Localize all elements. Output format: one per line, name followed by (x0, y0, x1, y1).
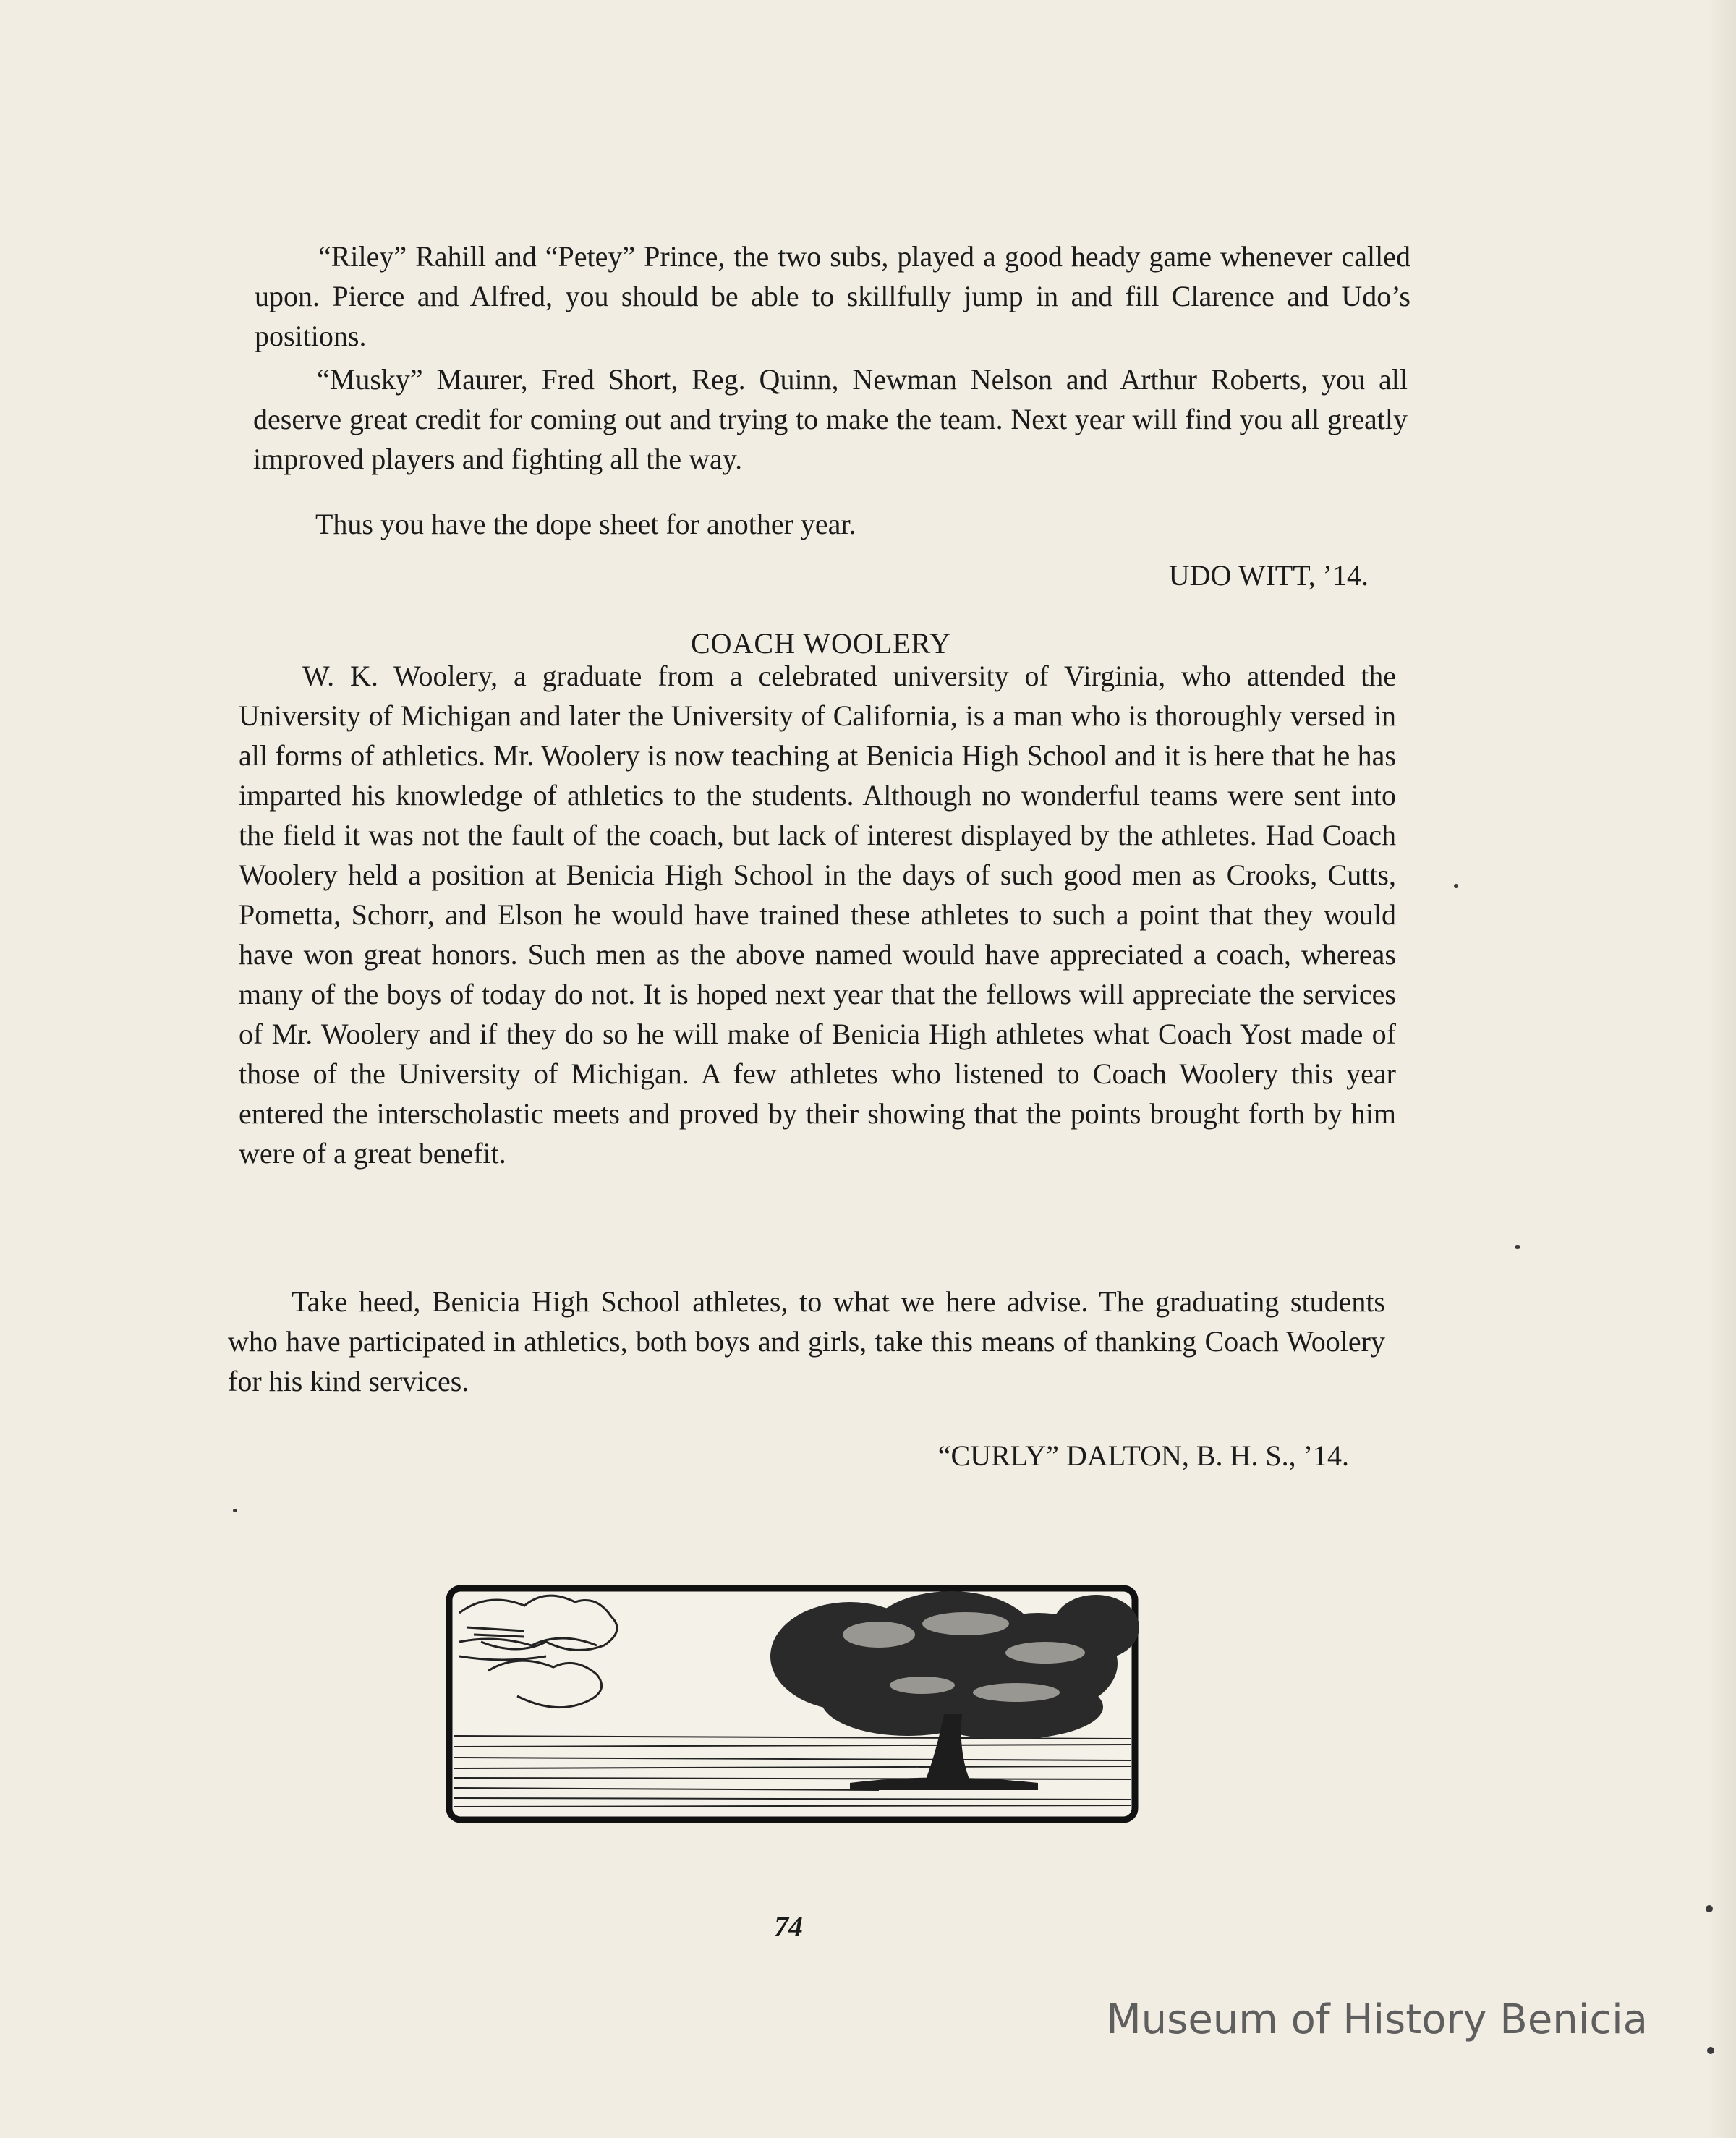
page-number: 74 (774, 1910, 803, 1943)
tree-illustration (445, 1584, 1139, 1824)
article1-signature: UDO WITT, ’14. (1168, 559, 1369, 592)
article1-paragraph-2: “Musky” Maurer, Fred Short, Reg. Quinn, Newman Nelson and Arthur Roberts, you all deserve great credit for coming out and trying to make the team. Next year will find you all greatly improved players and fighting all the way. (253, 363, 1408, 475)
page-speck (1454, 884, 1458, 888)
page-speck (233, 1509, 237, 1512)
article2-paragraph-2: Take heed, Benicia High School athletes, to what we here advise. The graduating students who have participated in athletics, both boys and girls, take this means of thanking Coach Woolery for his kind services. (228, 1285, 1385, 1397)
article1-paragraph-1: “Riley” Rahill and “Petey” Prince, the two subs, played a good heady game whenever called upon. Pierce and Alfred, you should be able to skillfully jump in and fill Clarence and Udo’s positions. (255, 240, 1410, 352)
article2-paragraph-1: W. K. Woolery, a graduate from a celebrated university of Virginia, who attended the University of Michigan and later the University of California, is a man who is thoroughly versed in all forms of athletics. Mr. Woolery is now teaching at Benicia High School and it is here that he has imparted his knowledge of athletics to the students. Although no wonderful teams were sent into the field it was not the fault of the coach, but lack of interest displayed by the athletes. Had Coach Woolery held a position at Benicia High School in the days of such good men as Crooks, Cutts, Pometta, Schorr, and Elson he would have trained these athletes to such a point that they would have won great honors. Such men as the above named would have appreciated a coach, whereas many of the boys of today do not. It is hoped next year that the fellows will appreciate the services of Mr. Woolery and if they do so he will make of Benicia High athletes what Coach Yost made of those of the University of Michigan. A few athletes who listened to Coach Woolery this year entered the interscholastic meets and proved by their showing that the points brought forth by him were of a great benefit. (239, 660, 1396, 1170)
article2-title: COACH WOOLERY (690, 627, 952, 660)
article2-signature: “CURLY” DALTON, B. H. S., ’14. (937, 1439, 1349, 1472)
page-speck (1515, 1245, 1520, 1249)
page-speck (1706, 1905, 1713, 1912)
watermark: Museum of History Benicia (1106, 1996, 1648, 2043)
page-edge-shadow (1707, 0, 1736, 2138)
article1-paragraph-3: Thus you have the dope sheet for another year. (315, 508, 856, 540)
page-speck (1707, 2047, 1714, 2054)
